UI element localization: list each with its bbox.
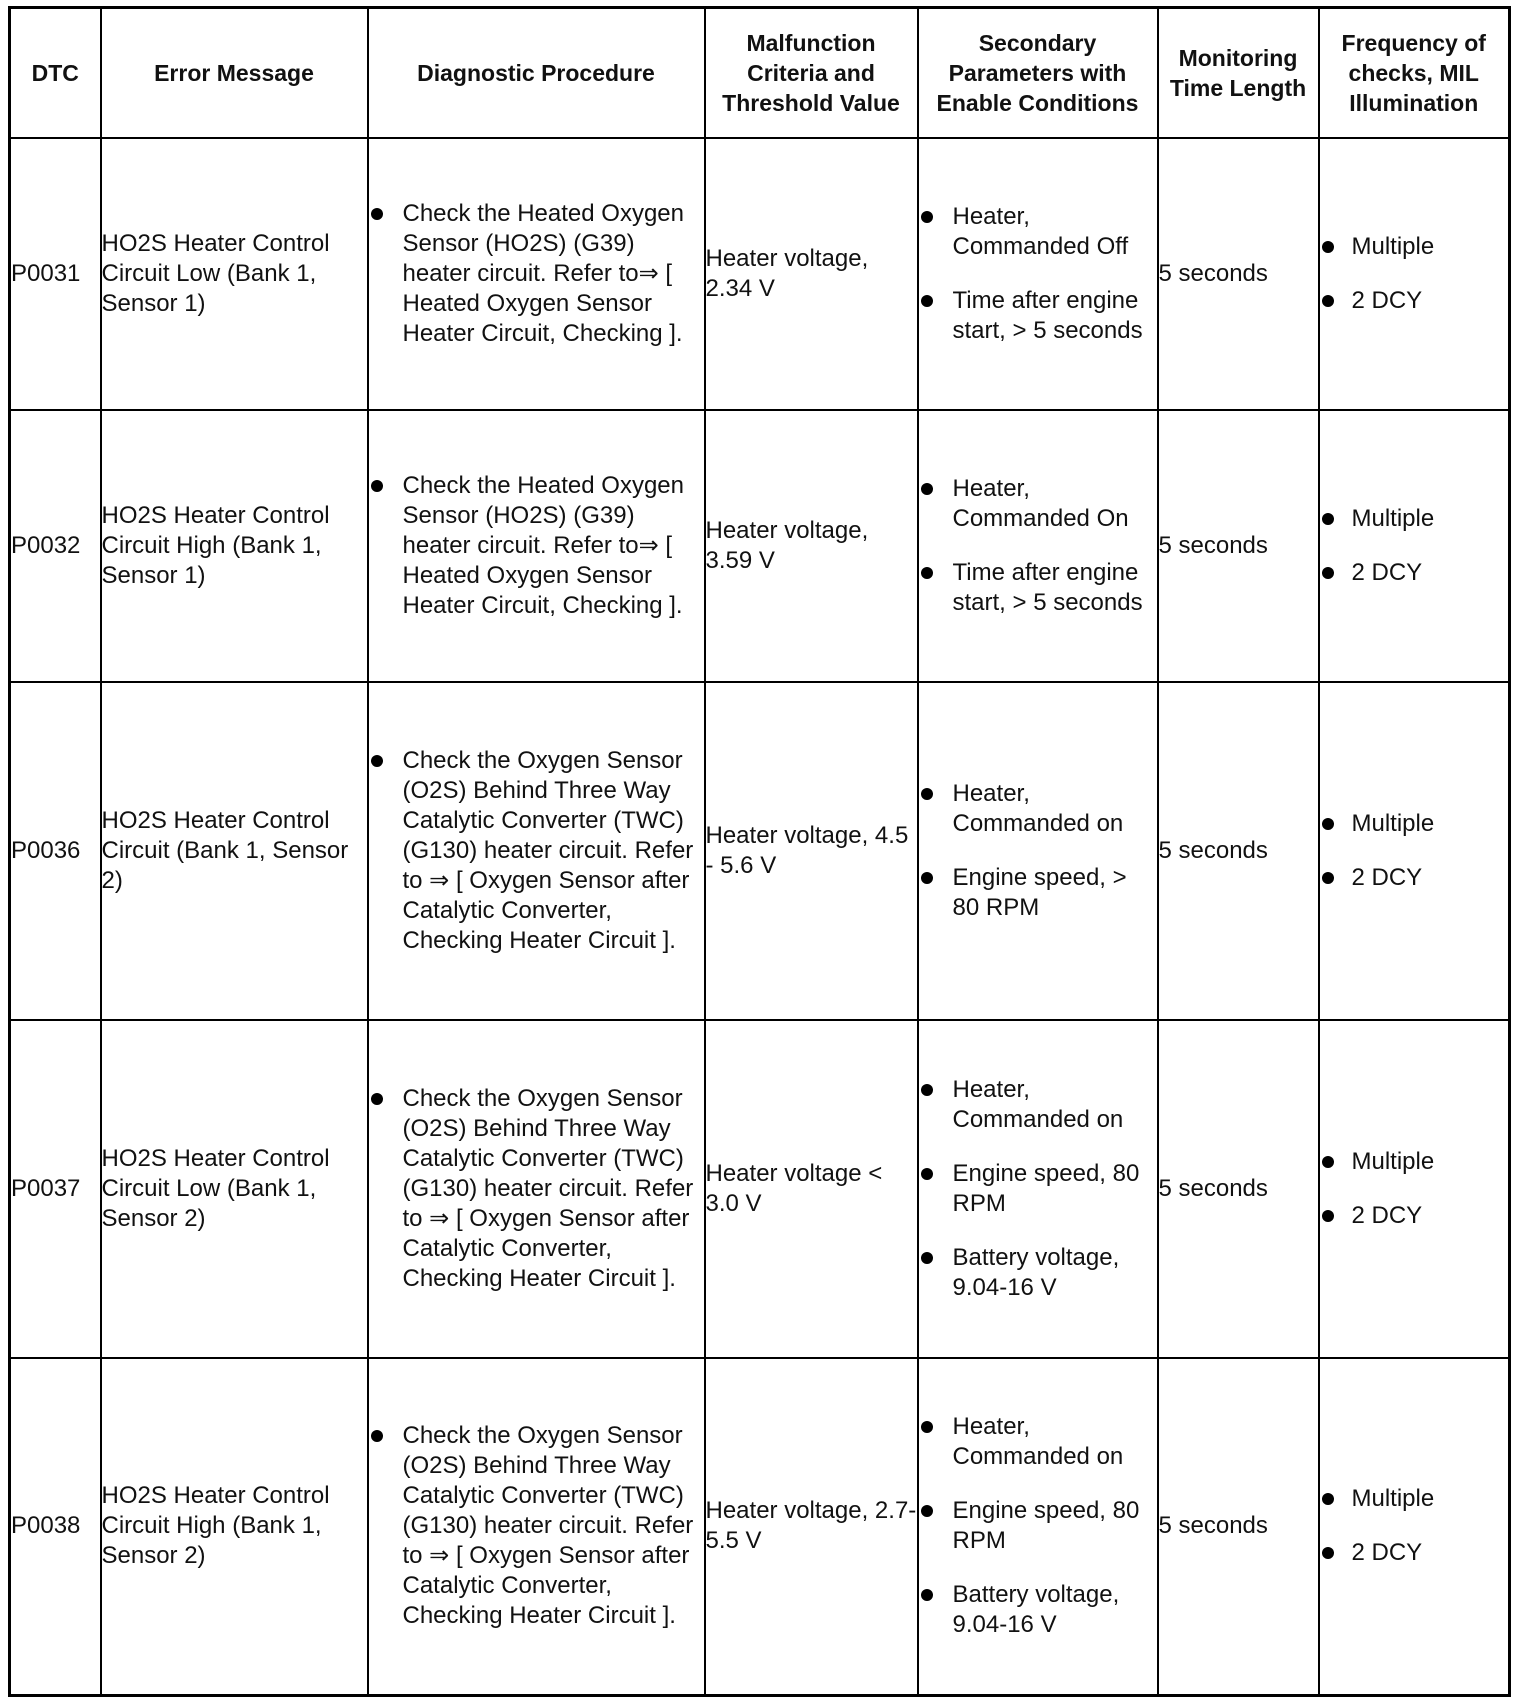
dtc-table (8, 6, 1511, 1697)
secondary-condition: Heater, Commanded on (919, 1412, 1157, 1472)
error-message: HO2S Heater Control Circuit (Bank 1, Sensor 2) (101, 682, 368, 1020)
secondary-condition: Battery voltage, 9.04-16 V (919, 1580, 1157, 1640)
dtc-code: P0037 (10, 1020, 101, 1358)
monitoring-time: 5 seconds (1158, 138, 1319, 410)
header-malfunction-criteria: Malfunction Criteria and Threshold Value (705, 8, 918, 138)
diagnostic-procedure (368, 410, 705, 682)
frequency-checks (1319, 1358, 1510, 1696)
frequency-item: Multiple (1320, 232, 1509, 262)
secondary-parameters (918, 1020, 1158, 1358)
procedure-step: Check the Heated Oxygen Sensor (HO2S) (G39) heater circuit. Refer to⇒ [ Heated Oxygen Sensor Heater Circuit, Checking ]. (369, 199, 704, 349)
table-row (10, 410, 1510, 682)
error-message: HO2S Heater Control Circuit High (Bank 1, Sensor 1) (101, 410, 368, 682)
secondary-condition: Heater, Commanded Off (919, 202, 1157, 262)
frequency-checks (1319, 682, 1510, 1020)
frequency-item: 2 DCY (1320, 1201, 1509, 1231)
header-monitoring-time: Monitoring Time Length (1158, 8, 1319, 138)
secondary-condition: Engine speed, 80 RPM (919, 1496, 1157, 1556)
dtc-code: P0032 (10, 410, 101, 682)
header-diagnostic-procedure: Diagnostic Procedure (368, 8, 705, 138)
table-row (10, 1358, 1510, 1696)
secondary-parameters (918, 410, 1158, 682)
procedure-step: Check the Oxygen Sensor (O2S) Behind Three Way Catalytic Converter (TWC) (G130) heater circuit. Refer to ⇒ [ Oxygen Sensor after Catalytic Converter, Checking Heater Circuit ]. (369, 1421, 704, 1631)
procedure-step: Check the Oxygen Sensor (O2S) Behind Three Way Catalytic Converter (TWC) (G130) heater circuit. Refer to ⇒ [ Oxygen Sensor after Catalytic Converter, Checking Heater Circuit ]. (369, 746, 704, 956)
secondary-parameters (918, 682, 1158, 1020)
secondary-condition: Heater, Commanded on (919, 779, 1157, 839)
secondary-parameters (918, 138, 1158, 410)
secondary-condition: Heater, Commanded on (919, 1075, 1157, 1135)
diagnostic-procedure (368, 682, 705, 1020)
secondary-condition: Time after engine start, > 5 seconds (919, 286, 1157, 346)
error-message: HO2S Heater Control Circuit Low (Bank 1, Sensor 2) (101, 1020, 368, 1358)
dtc-code: P0036 (10, 682, 101, 1020)
monitoring-time: 5 seconds (1158, 410, 1319, 682)
monitoring-time: 5 seconds (1158, 1020, 1319, 1358)
procedure-step: Check the Heated Oxygen Sensor (HO2S) (G39) heater circuit. Refer to⇒ [ Heated Oxygen Sensor Heater Circuit, Checking ]. (369, 471, 704, 621)
procedure-step: Check the Oxygen Sensor (O2S) Behind Three Way Catalytic Converter (TWC) (G130) heater circuit. Refer to ⇒ [ Oxygen Sensor after Catalytic Converter, Checking Heater Circuit ]. (369, 1084, 704, 1294)
frequency-checks (1319, 1020, 1510, 1358)
table-row (10, 682, 1510, 1020)
diagnostic-procedure (368, 1020, 705, 1358)
frequency-checks (1319, 410, 1510, 682)
header-frequency: Frequency of checks, MIL Illumination (1319, 8, 1510, 138)
diagnostic-procedure (368, 1358, 705, 1696)
monitoring-time: 5 seconds (1158, 1358, 1319, 1696)
error-message: HO2S Heater Control Circuit High (Bank 1, Sensor 2) (101, 1358, 368, 1696)
frequency-item: Multiple (1320, 1484, 1509, 1514)
malfunction-criteria: Heater voltage < 3.0 V (705, 1020, 918, 1358)
header-error-message: Error Message (101, 8, 368, 138)
malfunction-criteria: Heater voltage, 3.59 V (705, 410, 918, 682)
frequency-checks (1319, 138, 1510, 410)
secondary-parameters (918, 1358, 1158, 1696)
secondary-condition: Time after engine start, > 5 seconds (919, 558, 1157, 618)
dtc-code: P0038 (10, 1358, 101, 1696)
secondary-condition: Battery voltage, 9.04-16 V (919, 1243, 1157, 1303)
error-message: HO2S Heater Control Circuit Low (Bank 1, Sensor 1) (101, 138, 368, 410)
frequency-item: 2 DCY (1320, 558, 1509, 588)
table-row (10, 138, 1510, 410)
header-row (10, 8, 1510, 138)
malfunction-criteria: Heater voltage, 4.5 - 5.6 V (705, 682, 918, 1020)
frequency-item: Multiple (1320, 809, 1509, 839)
header-dtc: DTC (10, 8, 101, 138)
secondary-condition: Heater, Commanded On (919, 474, 1157, 534)
monitoring-time: 5 seconds (1158, 682, 1319, 1020)
dtc-code: P0031 (10, 138, 101, 410)
table-row (10, 1020, 1510, 1358)
frequency-item: Multiple (1320, 1147, 1509, 1177)
frequency-item: 2 DCY (1320, 863, 1509, 893)
frequency-item: Multiple (1320, 504, 1509, 534)
malfunction-criteria: Heater voltage, 2.34 V (705, 138, 918, 410)
frequency-item: 2 DCY (1320, 286, 1509, 316)
malfunction-criteria: Heater voltage, 2.7-5.5 V (705, 1358, 918, 1696)
diagnostic-procedure (368, 138, 705, 410)
secondary-condition: Engine speed, 80 RPM (919, 1159, 1157, 1219)
frequency-item: 2 DCY (1320, 1538, 1509, 1568)
secondary-condition: Engine speed, > 80 RPM (919, 863, 1157, 923)
header-secondary-parameters: Secondary Parameters with Enable Conditions (918, 8, 1158, 138)
